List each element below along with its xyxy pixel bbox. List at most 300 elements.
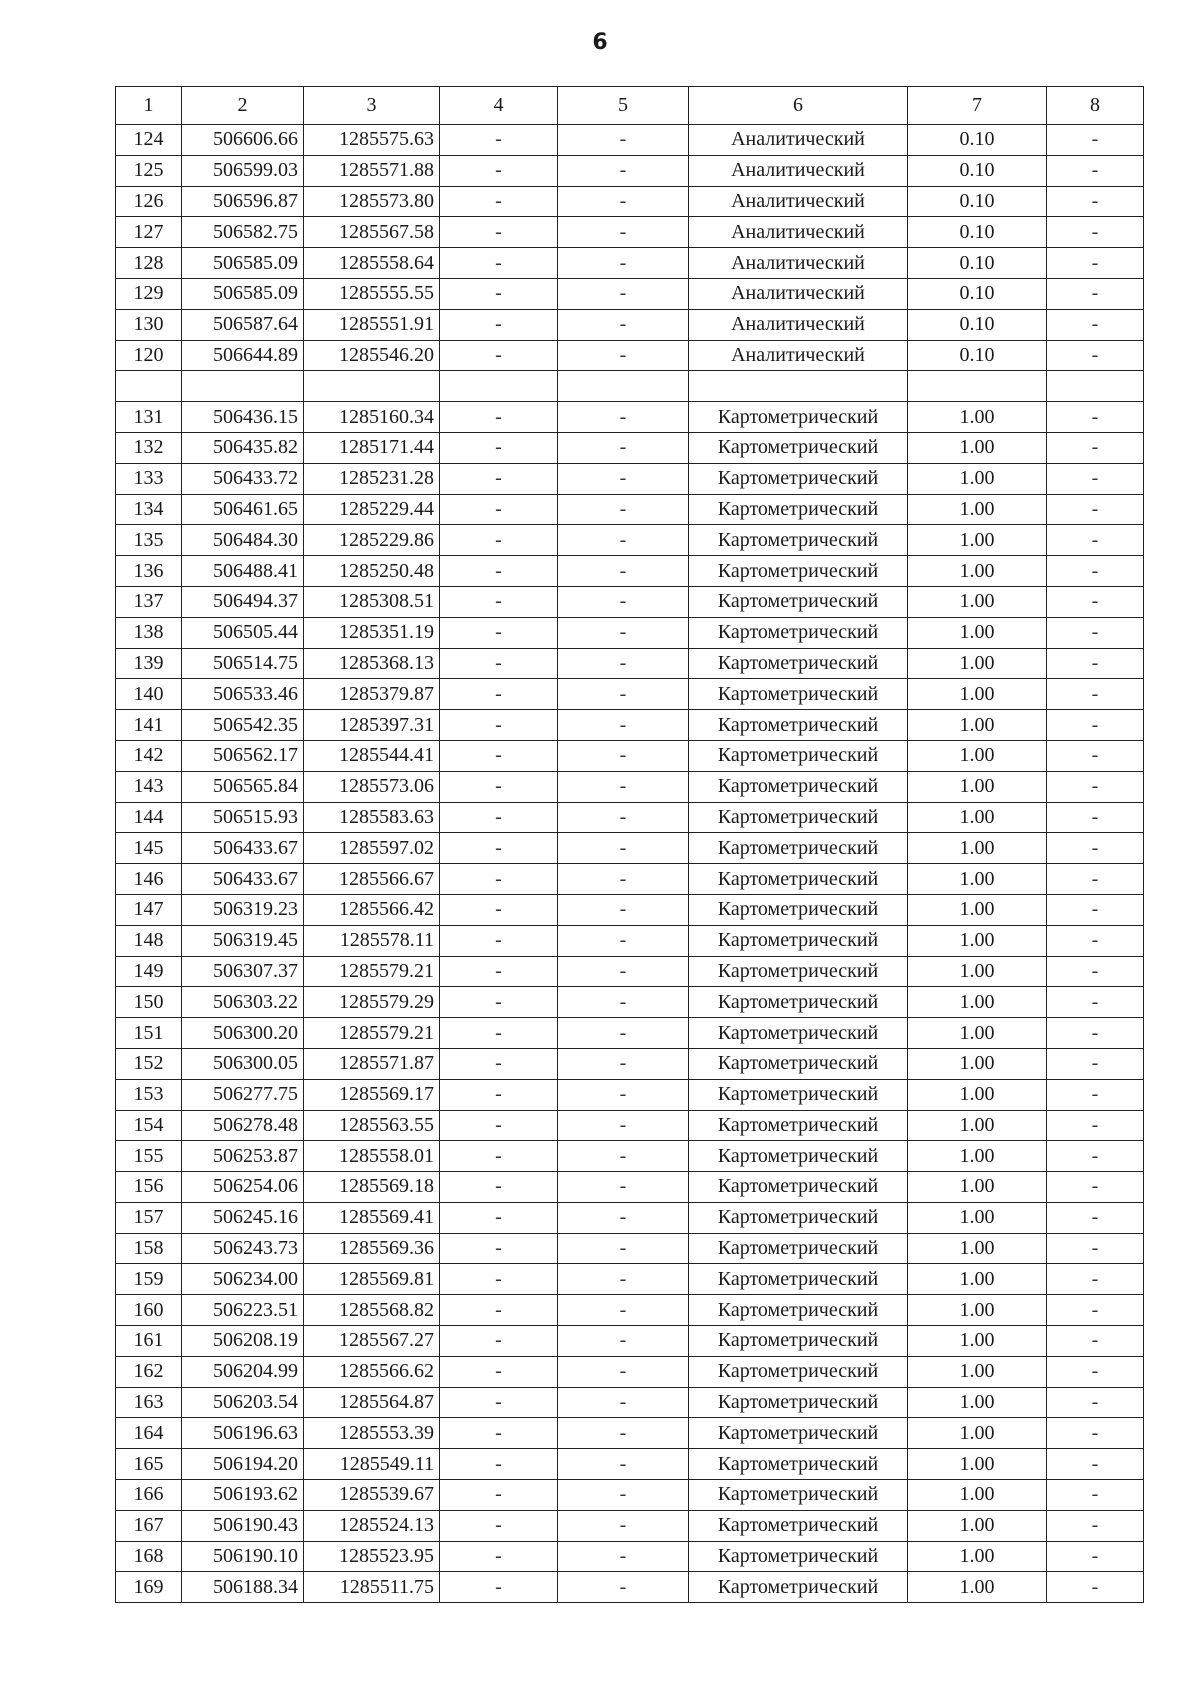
col-5-cell: -: [558, 1233, 689, 1264]
y-coordinate-cell: 1285549.11: [304, 1449, 440, 1480]
point-number-cell: 158: [116, 1233, 182, 1264]
method-cell: Картометрический: [689, 1264, 908, 1295]
col-5-cell: -: [558, 155, 689, 186]
col-5-cell: -: [558, 432, 689, 463]
point-number-cell: 151: [116, 1018, 182, 1049]
x-coordinate-cell: 506194.20: [182, 1449, 304, 1480]
point-number-cell: 128: [116, 248, 182, 279]
x-coordinate-cell: 506208.19: [182, 1326, 304, 1357]
method-cell: Картометрический: [689, 1449, 908, 1480]
col-8-cell: -: [1047, 1264, 1144, 1295]
col-8-cell: -: [1047, 1449, 1144, 1480]
col-4-cell: -: [440, 432, 558, 463]
x-coordinate-cell: 506585.09: [182, 248, 304, 279]
method-cell: Картометрический: [689, 1326, 908, 1357]
col-4-cell: -: [440, 1387, 558, 1418]
accuracy-cell: 0.10: [908, 340, 1047, 371]
y-coordinate-cell: 1285583.63: [304, 802, 440, 833]
col-5-cell: -: [558, 1418, 689, 1449]
col-5-cell: -: [558, 463, 689, 494]
col-4-cell: -: [440, 1449, 558, 1480]
coordinates-table: [115, 86, 1144, 1603]
y-coordinate-cell: 1285250.48: [304, 556, 440, 587]
point-number-cell: 132: [116, 432, 182, 463]
blank-row: [116, 371, 1144, 402]
y-coordinate-cell: 1285571.87: [304, 1048, 440, 1079]
x-coordinate-cell: 506188.34: [182, 1572, 304, 1603]
point-number-cell: 149: [116, 956, 182, 987]
y-coordinate-cell: 1285379.87: [304, 679, 440, 710]
table-row: [116, 1541, 1144, 1572]
point-number-cell: 142: [116, 740, 182, 771]
method-cell: Картометрический: [689, 1480, 908, 1511]
accuracy-cell: 1.00: [908, 1110, 1047, 1141]
col-4-cell: -: [440, 1048, 558, 1079]
col-5-cell: -: [558, 186, 689, 217]
y-coordinate-cell: 1285523.95: [304, 1541, 440, 1572]
x-coordinate-cell: 506203.54: [182, 1387, 304, 1418]
col-4-cell: -: [440, 1480, 558, 1511]
table-row: [116, 1048, 1144, 1079]
accuracy-cell: 0.10: [908, 186, 1047, 217]
y-coordinate-cell: 1285229.86: [304, 525, 440, 556]
col-8-cell: -: [1047, 1295, 1144, 1326]
y-coordinate-cell: 1285569.17: [304, 1079, 440, 1110]
x-coordinate-cell: 506190.43: [182, 1510, 304, 1541]
table-row: [116, 617, 1144, 648]
point-number-cell: 143: [116, 771, 182, 802]
method-cell: Аналитический: [689, 248, 908, 279]
col-4-cell: -: [440, 1172, 558, 1203]
method-cell: Картометрический: [689, 1295, 908, 1326]
x-coordinate-cell: 506303.22: [182, 987, 304, 1018]
col-5-cell: -: [558, 340, 689, 371]
point-number-cell: 155: [116, 1141, 182, 1172]
accuracy-cell: 1.00: [908, 432, 1047, 463]
y-coordinate-cell: 1285575.63: [304, 125, 440, 156]
col-5-cell: -: [558, 525, 689, 556]
col-5-cell: -: [558, 710, 689, 741]
x-coordinate-cell: 506585.09: [182, 278, 304, 309]
method-cell: Картометрический: [689, 617, 908, 648]
point-number-cell: 148: [116, 925, 182, 956]
accuracy-cell: 1.00: [908, 1048, 1047, 1079]
accuracy-cell: 1.00: [908, 925, 1047, 956]
y-coordinate-cell: 1285351.19: [304, 617, 440, 648]
accuracy-cell: 1.00: [908, 710, 1047, 741]
col-8-cell: -: [1047, 802, 1144, 833]
col-5-cell: -: [558, 648, 689, 679]
method-cell: Картометрический: [689, 1233, 908, 1264]
accuracy-cell: 1.00: [908, 771, 1047, 802]
col-8-cell: -: [1047, 925, 1144, 956]
y-coordinate-cell: 1285229.44: [304, 494, 440, 525]
accuracy-cell: 1.00: [908, 956, 1047, 987]
column-header-3: 3: [304, 87, 440, 125]
method-cell: Картометрический: [689, 402, 908, 433]
col-5-cell: -: [558, 740, 689, 771]
table-row: [116, 925, 1144, 956]
table-row: [116, 556, 1144, 587]
method-cell: Картометрический: [689, 1141, 908, 1172]
y-coordinate-cell: 1285546.20: [304, 340, 440, 371]
y-coordinate-cell: 1285539.67: [304, 1480, 440, 1511]
col-8-cell: -: [1047, 1480, 1144, 1511]
col-5-cell: -: [558, 1572, 689, 1603]
accuracy-cell: 0.10: [908, 125, 1047, 156]
accuracy-cell: 1.00: [908, 1079, 1047, 1110]
table-row: [116, 1202, 1144, 1233]
x-coordinate-cell: 506300.05: [182, 1048, 304, 1079]
table-row: [116, 710, 1144, 741]
table-row: [116, 586, 1144, 617]
col-5-cell: -: [558, 1387, 689, 1418]
method-cell: Картометрический: [689, 710, 908, 741]
method-cell: Картометрический: [689, 679, 908, 710]
col-5-cell: [558, 371, 689, 402]
col-4-cell: -: [440, 309, 558, 340]
method-cell: Аналитический: [689, 186, 908, 217]
point-number-cell: 125: [116, 155, 182, 186]
table-row: [116, 894, 1144, 925]
y-coordinate-cell: 1285511.75: [304, 1572, 440, 1603]
x-coordinate-cell: 506488.41: [182, 556, 304, 587]
accuracy-cell: 1.00: [908, 1295, 1047, 1326]
y-coordinate-cell: 1285579.21: [304, 1018, 440, 1049]
col-4-cell: -: [440, 833, 558, 864]
col-8-cell: -: [1047, 186, 1144, 217]
col-4-cell: -: [440, 340, 558, 371]
table-row: [116, 1110, 1144, 1141]
col-8-cell: -: [1047, 217, 1144, 248]
method-cell: Картометрический: [689, 1110, 908, 1141]
method-cell: Картометрический: [689, 1572, 908, 1603]
col-4-cell: -: [440, 617, 558, 648]
col-8-cell: -: [1047, 617, 1144, 648]
col-5-cell: -: [558, 1356, 689, 1387]
point-number-cell: 126: [116, 186, 182, 217]
table-row: [116, 833, 1144, 864]
method-cell: Картометрический: [689, 525, 908, 556]
col-4-cell: -: [440, 864, 558, 895]
col-5-cell: -: [558, 1326, 689, 1357]
method-cell: Картометрический: [689, 956, 908, 987]
point-number-cell: 130: [116, 309, 182, 340]
y-coordinate-cell: 1285308.51: [304, 586, 440, 617]
table-row: [116, 1233, 1144, 1264]
point-number-cell: 138: [116, 617, 182, 648]
point-number-cell: 127: [116, 217, 182, 248]
col-4-cell: -: [440, 155, 558, 186]
col-4-cell: -: [440, 1233, 558, 1264]
table-row: [116, 987, 1144, 1018]
accuracy-cell: 1.00: [908, 1202, 1047, 1233]
col-8-cell: -: [1047, 1572, 1144, 1603]
y-coordinate-cell: 1285564.87: [304, 1387, 440, 1418]
accuracy-cell: 1.00: [908, 864, 1047, 895]
method-cell: Картометрический: [689, 432, 908, 463]
col-8-cell: -: [1047, 402, 1144, 433]
accuracy-cell: 1.00: [908, 1480, 1047, 1511]
point-number-cell: 124: [116, 125, 182, 156]
accuracy-cell: 1.00: [908, 987, 1047, 1018]
col-8-cell: -: [1047, 586, 1144, 617]
col-5-cell: -: [558, 278, 689, 309]
table-row: [116, 1172, 1144, 1203]
accuracy-cell: 0.10: [908, 278, 1047, 309]
accuracy-cell: 1.00: [908, 617, 1047, 648]
x-coordinate-cell: 506193.62: [182, 1480, 304, 1511]
table-row: [116, 1018, 1144, 1049]
x-coordinate-cell: 506587.64: [182, 309, 304, 340]
point-number-cell: 153: [116, 1079, 182, 1110]
method-cell: Аналитический: [689, 340, 908, 371]
col-4-cell: -: [440, 1418, 558, 1449]
accuracy-cell: 1.00: [908, 648, 1047, 679]
point-number-cell: 133: [116, 463, 182, 494]
x-coordinate-cell: 506307.37: [182, 956, 304, 987]
page-number: 6: [592, 30, 608, 55]
accuracy-cell: 1.00: [908, 1141, 1047, 1172]
method-cell: Аналитический: [689, 125, 908, 156]
y-coordinate-cell: 1285579.21: [304, 956, 440, 987]
col-4-cell: -: [440, 278, 558, 309]
table-row: [116, 771, 1144, 802]
column-header-6: 6: [689, 87, 908, 125]
col-8-cell: -: [1047, 679, 1144, 710]
col-4-cell: -: [440, 1264, 558, 1295]
x-coordinate-cell: 506533.46: [182, 679, 304, 710]
table-row: [116, 1449, 1144, 1480]
table-row: [116, 217, 1144, 248]
y-coordinate-cell: 1285171.44: [304, 432, 440, 463]
col-4-cell: -: [440, 1510, 558, 1541]
col-4-cell: -: [440, 1572, 558, 1603]
table-row: [116, 1510, 1144, 1541]
x-coordinate-cell: 506562.17: [182, 740, 304, 771]
point-number-cell: 166: [116, 1480, 182, 1511]
col-4-cell: -: [440, 1326, 558, 1357]
table-row: [116, 463, 1144, 494]
x-coordinate-cell: 506204.99: [182, 1356, 304, 1387]
col-8-cell: -: [1047, 1510, 1144, 1541]
accuracy-cell: 1.00: [908, 894, 1047, 925]
table-row: [116, 248, 1144, 279]
col-4-cell: -: [440, 525, 558, 556]
col-8-cell: -: [1047, 494, 1144, 525]
table-row: [116, 525, 1144, 556]
accuracy-cell: 1.00: [908, 1418, 1047, 1449]
col-5-cell: -: [558, 1449, 689, 1480]
point-number-cell: 120: [116, 340, 182, 371]
table-row: [116, 956, 1144, 987]
table-row: [116, 1418, 1144, 1449]
col-8-cell: -: [1047, 1018, 1144, 1049]
column-header-7: 7: [908, 87, 1047, 125]
col-8-cell: -: [1047, 1110, 1144, 1141]
header-row: [116, 87, 1144, 125]
col-5-cell: -: [558, 1141, 689, 1172]
point-number-cell: 135: [116, 525, 182, 556]
col-4-cell: -: [440, 925, 558, 956]
x-coordinate-cell: 506494.37: [182, 586, 304, 617]
col-8-cell: -: [1047, 1048, 1144, 1079]
point-number-cell: 131: [116, 402, 182, 433]
col-8-cell: -: [1047, 833, 1144, 864]
point-number-cell: 144: [116, 802, 182, 833]
point-number-cell: 134: [116, 494, 182, 525]
x-coordinate-cell: 506319.45: [182, 925, 304, 956]
col-8-cell: -: [1047, 1418, 1144, 1449]
accuracy-cell: 1.00: [908, 1387, 1047, 1418]
column-header-1: 1: [116, 87, 182, 125]
col-8-cell: -: [1047, 155, 1144, 186]
method-cell: Картометрический: [689, 1418, 908, 1449]
y-coordinate-cell: 1285579.29: [304, 987, 440, 1018]
col-8-cell: -: [1047, 956, 1144, 987]
x-coordinate-cell: 506277.75: [182, 1079, 304, 1110]
y-coordinate-cell: 1285544.41: [304, 740, 440, 771]
method-cell: Картометрический: [689, 1202, 908, 1233]
table-header: [116, 87, 1144, 125]
table-row: [116, 802, 1144, 833]
col-5-cell: -: [558, 556, 689, 587]
point-number-cell: 140: [116, 679, 182, 710]
col-8-cell: -: [1047, 740, 1144, 771]
col-5-cell: -: [558, 802, 689, 833]
col-4-cell: -: [440, 987, 558, 1018]
point-number-cell: 156: [116, 1172, 182, 1203]
col-5-cell: -: [558, 1202, 689, 1233]
table-row: [116, 186, 1144, 217]
point-number-cell: 146: [116, 864, 182, 895]
table-row: [116, 679, 1144, 710]
y-coordinate-cell: 1285231.28: [304, 463, 440, 494]
point-number-cell: 137: [116, 586, 182, 617]
table-row: [116, 1079, 1144, 1110]
table-row: [116, 1141, 1144, 1172]
method-cell: Картометрический: [689, 833, 908, 864]
col-4-cell: -: [440, 556, 558, 587]
col-8-cell: -: [1047, 248, 1144, 279]
col-4-cell: -: [440, 894, 558, 925]
table-row: [116, 648, 1144, 679]
table-row: [116, 1480, 1144, 1511]
point-number-cell: 165: [116, 1449, 182, 1480]
col-8-cell: -: [1047, 1172, 1144, 1203]
method-cell: Картометрический: [689, 771, 908, 802]
y-coordinate-cell: 1285573.06: [304, 771, 440, 802]
col-8-cell: -: [1047, 771, 1144, 802]
col-5-cell: -: [558, 1048, 689, 1079]
y-coordinate-cell: 1285568.82: [304, 1295, 440, 1326]
col-4-cell: -: [440, 710, 558, 741]
table-row: [116, 1264, 1144, 1295]
col-8-cell: -: [1047, 525, 1144, 556]
y-coordinate-cell: 1285397.31: [304, 710, 440, 741]
col-4-cell: -: [440, 648, 558, 679]
accuracy-cell: 1.00: [908, 1449, 1047, 1480]
x-coordinate-cell: 506234.00: [182, 1264, 304, 1295]
table-row: [116, 340, 1144, 371]
accuracy-cell: 1.00: [908, 1572, 1047, 1603]
col-4-cell: -: [440, 771, 558, 802]
method-cell: Картометрический: [689, 925, 908, 956]
col-4-cell: -: [440, 1202, 558, 1233]
y-coordinate-cell: 1285573.80: [304, 186, 440, 217]
x-coordinate-cell: 506599.03: [182, 155, 304, 186]
table-row: [116, 278, 1144, 309]
method-cell: Картометрический: [689, 1048, 908, 1079]
accuracy-cell: 1.00: [908, 494, 1047, 525]
method-cell: Картометрический: [689, 1018, 908, 1049]
table-row: [116, 864, 1144, 895]
col-8-cell: -: [1047, 1202, 1144, 1233]
accuracy-cell: 0.10: [908, 217, 1047, 248]
x-coordinate-cell: 506300.20: [182, 1018, 304, 1049]
x-coordinate-cell: 506596.87: [182, 186, 304, 217]
column-header-2: 2: [182, 87, 304, 125]
x-coordinate-cell: 506190.10: [182, 1541, 304, 1572]
table-row: [116, 1387, 1144, 1418]
accuracy-cell: 1.00: [908, 1018, 1047, 1049]
x-coordinate-cell: 506436.15: [182, 402, 304, 433]
y-coordinate-cell: 1285571.88: [304, 155, 440, 186]
accuracy-cell: 1.00: [908, 802, 1047, 833]
y-coordinate-cell: 1285569.41: [304, 1202, 440, 1233]
col-8-cell: -: [1047, 340, 1144, 371]
y-coordinate-cell: 1285563.55: [304, 1110, 440, 1141]
x-coordinate-cell: 506461.65: [182, 494, 304, 525]
col-4-cell: -: [440, 586, 558, 617]
x-coordinate-cell: 506253.87: [182, 1141, 304, 1172]
x-coordinate-cell: 506435.82: [182, 432, 304, 463]
method-cell: Аналитический: [689, 217, 908, 248]
col-5-cell: -: [558, 494, 689, 525]
y-coordinate-cell: 1285555.55: [304, 278, 440, 309]
x-coordinate-cell: 506245.16: [182, 1202, 304, 1233]
col-4-cell: -: [440, 217, 558, 248]
x-coordinate-cell: 506542.35: [182, 710, 304, 741]
col-4-cell: -: [440, 802, 558, 833]
col-4-cell: -: [440, 1141, 558, 1172]
method-cell: Картометрический: [689, 1387, 908, 1418]
col-5-cell: -: [558, 1295, 689, 1326]
accuracy-cell: 1.00: [908, 556, 1047, 587]
col-4-cell: -: [440, 956, 558, 987]
x-coordinate-cell: 506505.44: [182, 617, 304, 648]
accuracy-cell: 1.00: [908, 679, 1047, 710]
x-coordinate-cell: 506433.67: [182, 864, 304, 895]
col-5-cell: -: [558, 679, 689, 710]
point-number-cell: 162: [116, 1356, 182, 1387]
x-coordinate-cell: 506484.30: [182, 525, 304, 556]
table-row: [116, 1572, 1144, 1603]
method-cell: Картометрический: [689, 1541, 908, 1572]
y-coordinate-cell: 1285553.39: [304, 1418, 440, 1449]
y-coordinate-cell: 1285551.91: [304, 309, 440, 340]
col-4-cell: -: [440, 494, 558, 525]
accuracy-cell: 1.00: [908, 833, 1047, 864]
y-coordinate-cell: 1285160.34: [304, 402, 440, 433]
col-5-cell: -: [558, 309, 689, 340]
col-5-cell: -: [558, 925, 689, 956]
col-8-cell: -: [1047, 987, 1144, 1018]
method-cell: Картометрический: [689, 802, 908, 833]
x-coordinate-cell: 506433.72: [182, 463, 304, 494]
table-row: [116, 309, 1144, 340]
col-5-cell: -: [558, 1172, 689, 1203]
